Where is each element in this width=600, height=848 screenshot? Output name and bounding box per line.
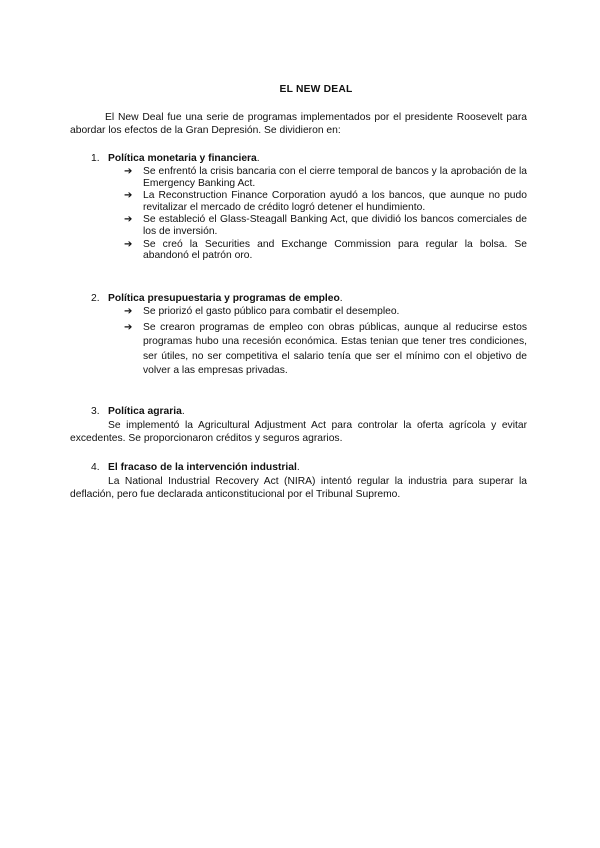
section-1-bullet-list <box>124 166 527 263</box>
arrow-right-icon: ➔ <box>124 190 133 202</box>
section-3-heading <box>91 405 185 418</box>
page-title: EL NEW DEAL <box>279 84 353 95</box>
section-2-heading <box>91 292 343 305</box>
section-1-heading <box>91 152 260 165</box>
arrow-right-icon: ➔ <box>124 321 133 333</box>
arrow-right-icon: ➔ <box>124 166 133 177</box>
intro-paragraph: El New Deal fue una serie de programas implementados por el presidente Roosevelt para abordar los efectos de la Gran Depresión. Se dividieron en: <box>70 112 527 136</box>
section-title: Política agraria <box>108 406 182 417</box>
list-item: ➔ Se crearon programas de empleo con obras públicas, aunque al reducirse estos programas hubo una recesión económica. Estas tenian que tener tres condiciones, ser útiles, no ser competitiva el salario tenía que ser el mínimo con el objetivo de volver a las empresas privadas. <box>124 321 527 376</box>
section-number: 1. <box>91 153 100 164</box>
section-number: 3. <box>91 406 100 417</box>
section-punct: . <box>339 293 343 304</box>
section-title: Política monetaria y financiera <box>108 153 257 164</box>
section-title: El fracaso de la intervención industrial <box>108 462 297 473</box>
arrow-right-icon: ➔ <box>124 214 133 226</box>
section-number: 4. <box>91 462 100 473</box>
arrow-right-icon: ➔ <box>124 238 133 250</box>
section-number: 2. <box>91 293 100 304</box>
section-4-body: La National Industrial Recovery Act (NIRA) intentó regular la industria para superar la deflación, pero fue declarada anticonstitucional por el Tribunal Supremo. <box>70 476 527 500</box>
list-item: ➔ Se estableció el Glass-Steagall Banking Act, que dividió los bancos comerciales de los de inversión. <box>124 214 527 237</box>
list-item: ➔ Se creó la Securities and Exchange Commission para regular la bolsa. Se abandonó el patrón oro. <box>124 238 527 262</box>
section-title: Política presupuestaria y programas de empleo <box>108 293 340 304</box>
section-punct: . <box>256 153 260 164</box>
section-punct: . <box>181 406 185 417</box>
section-4-heading <box>91 461 300 474</box>
section-3-body: Se implementó la Agricultural Adjustment Act para controlar la oferta agrícola y evitar excedentes. Se proporcionaron créditos y seguros agrarios. <box>70 420 527 444</box>
list-item: ➔ Se enfrentó la crisis bancaria con el cierre temporal de bancos y la aprobación de la Emergency Banking Act. <box>124 166 527 189</box>
list-item: ➔ Se priorizó el gasto público para combatir el desempleo. <box>124 305 527 320</box>
arrow-right-icon: ➔ <box>124 306 133 317</box>
list-item: ➔ La Reconstruction Finance Corporation ayudó a los bancos, que aunque no pudo revitalizar el mercado de crédito logró detener el hundimiento. <box>124 190 527 213</box>
section-2-bullet-list <box>124 305 527 380</box>
section-punct: . <box>296 462 300 473</box>
